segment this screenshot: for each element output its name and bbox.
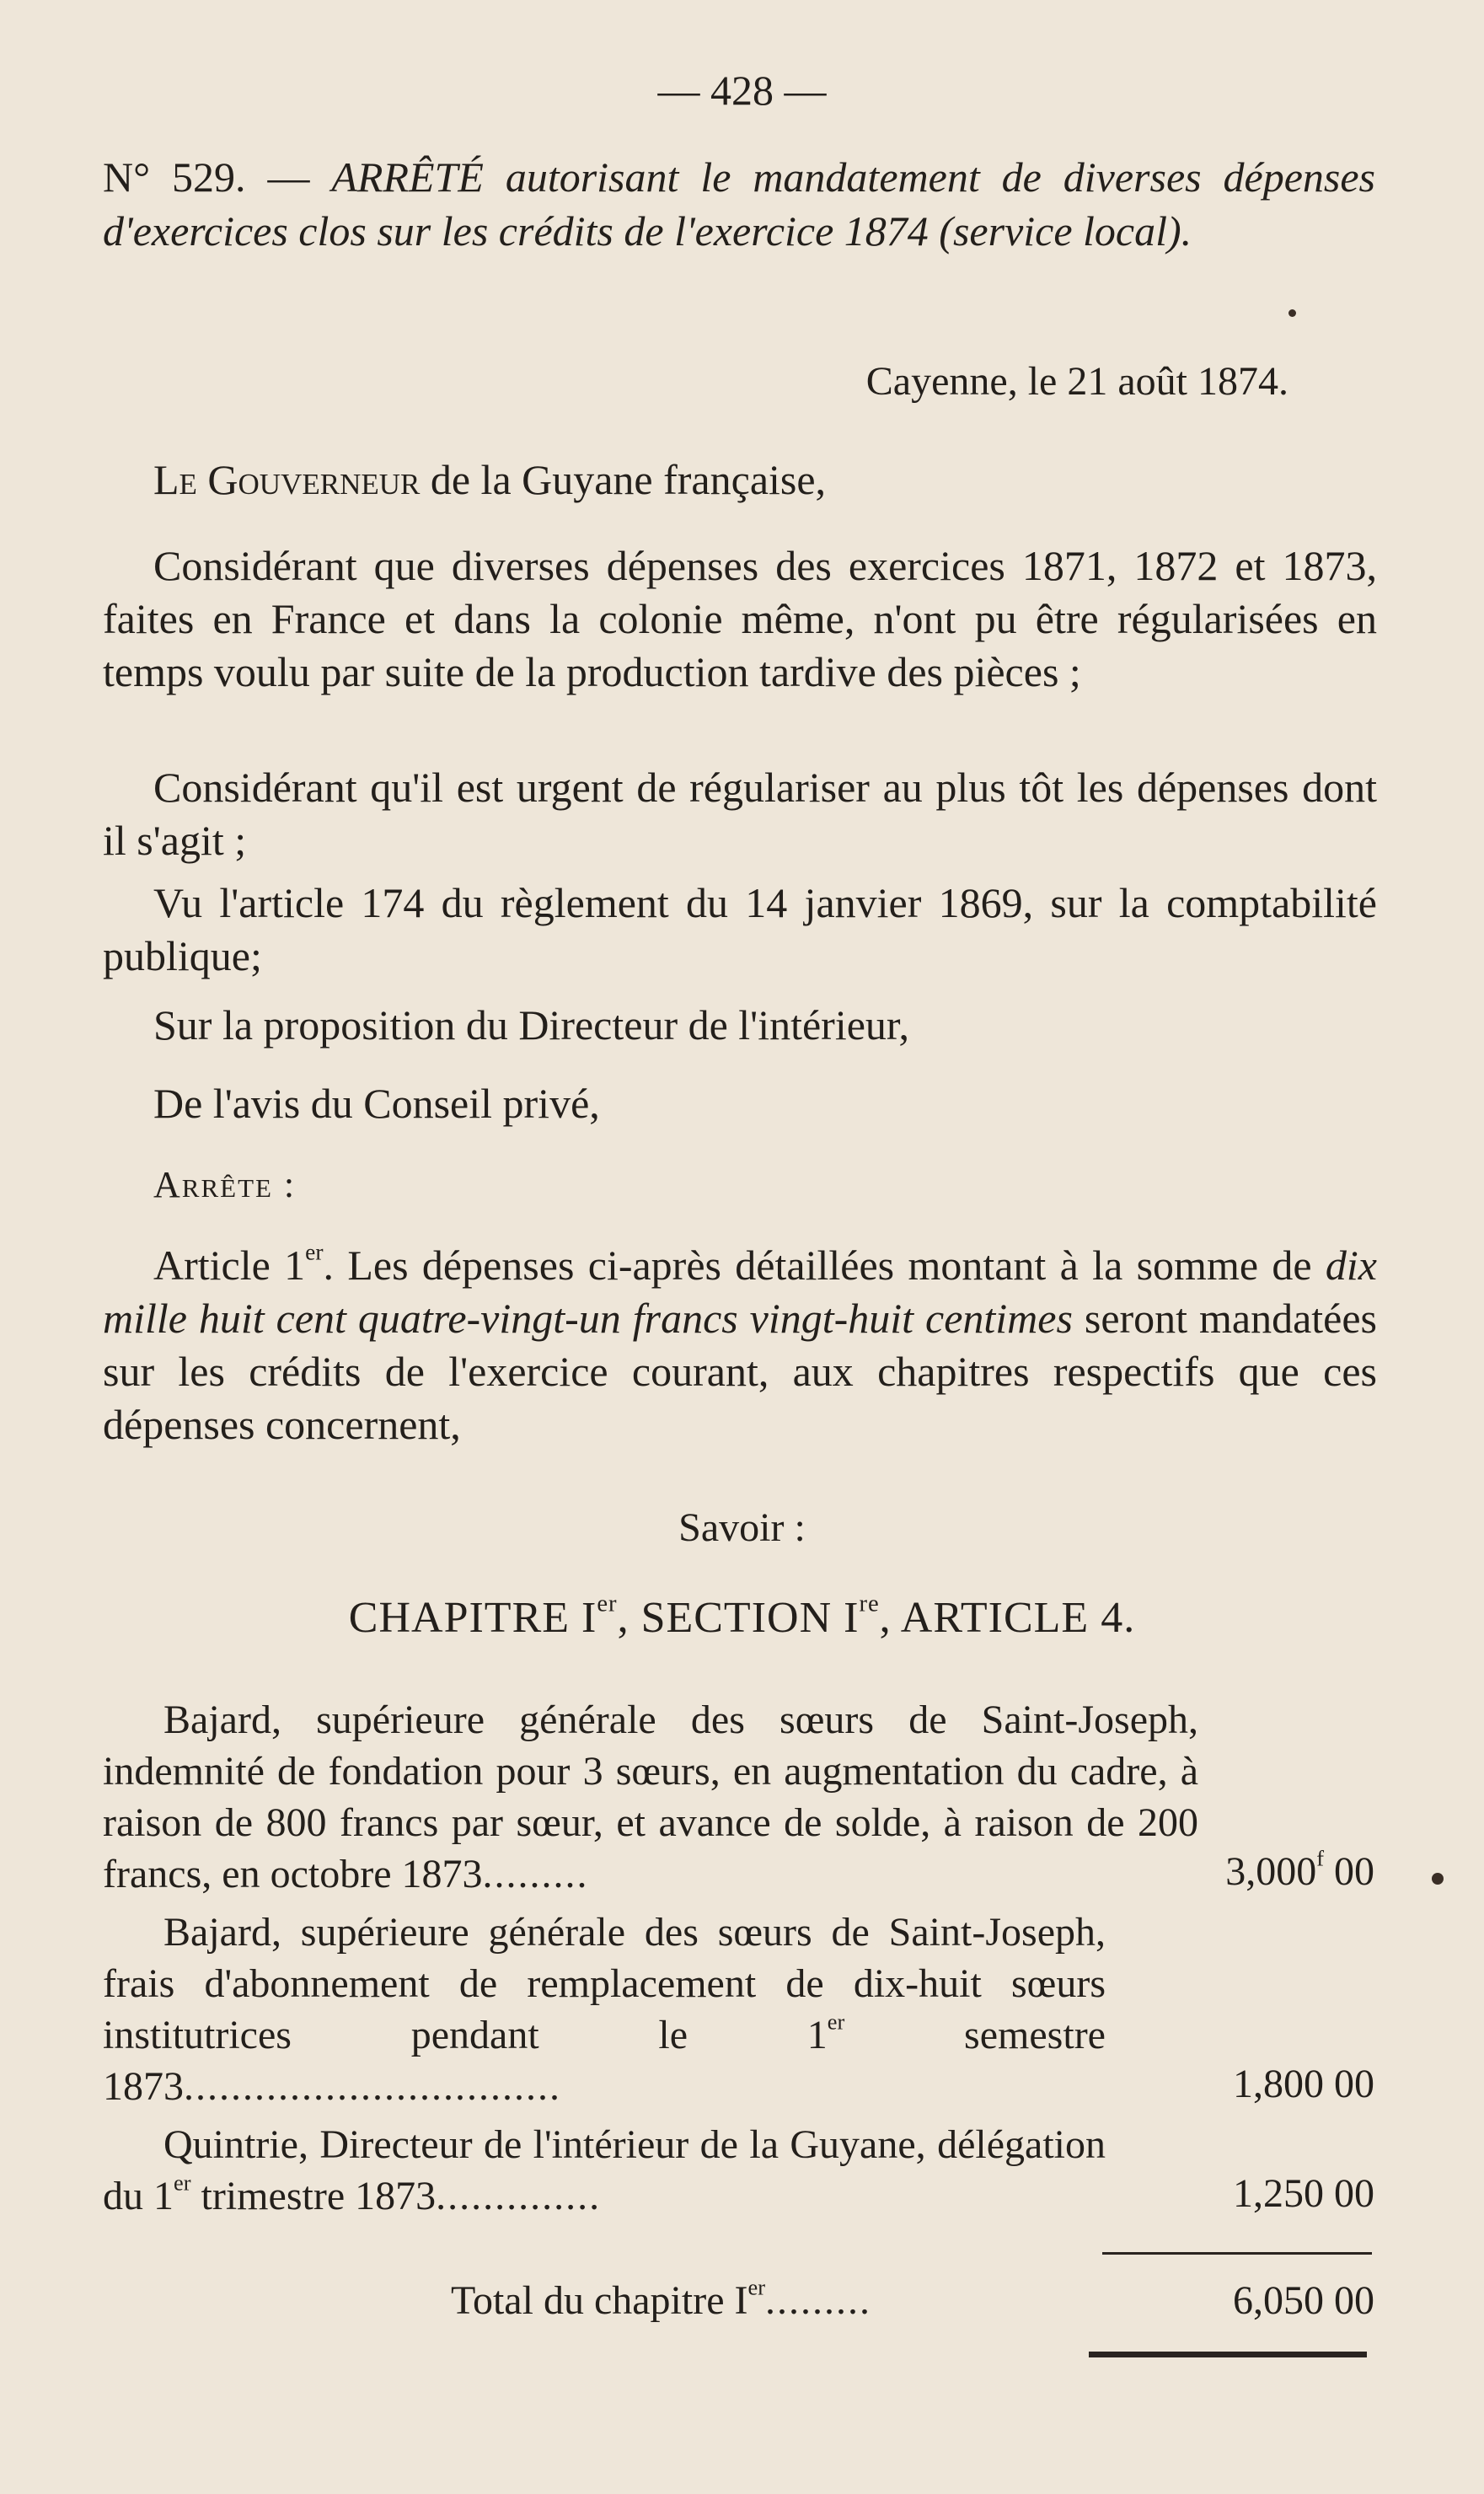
total-label-sup: er [747,2274,766,2300]
total-rule [1089,2352,1367,2357]
expense-entry-2-sup: er [827,2009,845,2035]
expense-entry-3-text-b: trimestre 1873 [190,2174,437,2218]
expense-entry-1-text: Bajard, supérieure générale des sœurs de Saint-Joseph, indemnité de fondation pour 3 sœurs, en augmentation du cadre, à raison de 800 francs par sœur, et avance de solde, à raison de 200 francs, en octobre 1873 [103,1698,1198,1896]
expense-entry-2 [103,1907,1106,2112]
amount-cents: 00 [1324,1849,1374,1894]
savoir-label: Savoir : [678,1505,806,1550]
article-1-amount-words: dix mille huit cent quatre-vingt-un francs vingt-huit centimes [103,1242,1377,1342]
page-number: — 428 — [657,67,827,114]
chapter-total-amount: 6,050 00 [1233,2278,1374,2323]
governor-title: Le Gouverneur [153,456,421,503]
article-1-lead: Article 1 [153,1242,306,1289]
leader-dots: ......... [765,2278,872,2323]
chapter-heading-sup-b: re [859,1590,880,1617]
expense-entry-3-text-a: Quintrie, Directeur de l'intérieur de la Guyane, délégation du 1 [103,2122,1106,2218]
chapter-heading-part-b: , SECTION I [617,1594,860,1642]
decree-title: ARRÊTÉ autorisant le mandatement de diverses dépenses d'exercices clos sur les crédits de l'exercice 1874 (service local). [103,153,1376,255]
date-line: Cayenne, le 21 août 1874. [865,359,1288,404]
leader-dots: ......... [482,1852,589,1896]
avis-line: De l'avis du Conseil privé, [153,1080,600,1127]
article-1-sup: er [305,1238,324,1265]
expense-entry-1-amount [1138,1845,1374,1895]
visa-article-174: Vu l'article 174 du règlement du 14 janvier 1869, sur la comptabilité publique; [103,879,1377,979]
expense-entry-2-text-b: semestre 1873 [103,2013,1106,2109]
decree-heading [103,150,1375,258]
article-1-text-b: seront mandatées sur les crédits de l'exercice courant, aux chapitres respectifs que ces dépenses concernent, [103,1295,1378,1448]
expense-entry-3-sup: er [174,2170,191,2196]
chapter-heading-part-c: , ARTICLE 4. [879,1594,1136,1642]
chapter-heading-part-a: CHAPITRE I [348,1594,597,1642]
governor-rest: de la Guyane française, [420,456,827,503]
decree-number: N° 529. — [103,153,310,201]
chapter-heading [0,1590,1484,1643]
considerant-2: Considérant qu'il est urgent de régulariser au plus tôt les dépenses dont il s'agit ; [103,764,1377,864]
chapter-heading-sup-a: er [597,1590,618,1617]
expense-entry-2-text-a: Bajard, supérieure générale des sœurs de Saint-Joseph, frais d'abonnement de remplacement de dix-huit sœurs institutrices pendant le 1 [103,1910,1106,2057]
article-1 [103,1239,1377,1451]
expense-entry-3 [103,2119,1106,2222]
arrete-label: Arrête : [153,1164,297,1205]
total-label-text: Total du chapitre I [451,2278,748,2323]
amount-sup: f [1316,1845,1324,1871]
considerant-1: Considérant que diverses dépenses des exercices 1871, 1872 et 1873, faites en France et dans la colonie même, n'ont pu être régularisées en temps voulu par suite de la production tardive des pièces ; [103,542,1377,695]
expense-entry-1 [103,1694,1198,1900]
expense-entry-3-amount: 1,250 00 [1233,2171,1374,2216]
ink-spot [1432,1873,1444,1885]
ink-spot [1288,309,1296,317]
proposition-line: Sur la proposition du Directeur de l'intérieur, [153,1001,910,1049]
chapter-total-label [451,2274,872,2324]
governor-line [153,455,826,504]
amount-value: 3,000 [1225,1849,1317,1894]
leader-dots: ................................ [184,2064,561,2109]
expense-entry-2-amount: 1,800 00 [1233,2062,1374,2106]
subtotal-rule [1102,2252,1372,2255]
article-1-text-a: . Les dépenses ci-après détaillées montant à la somme de [323,1242,1326,1289]
leader-dots: .............. [436,2174,602,2218]
